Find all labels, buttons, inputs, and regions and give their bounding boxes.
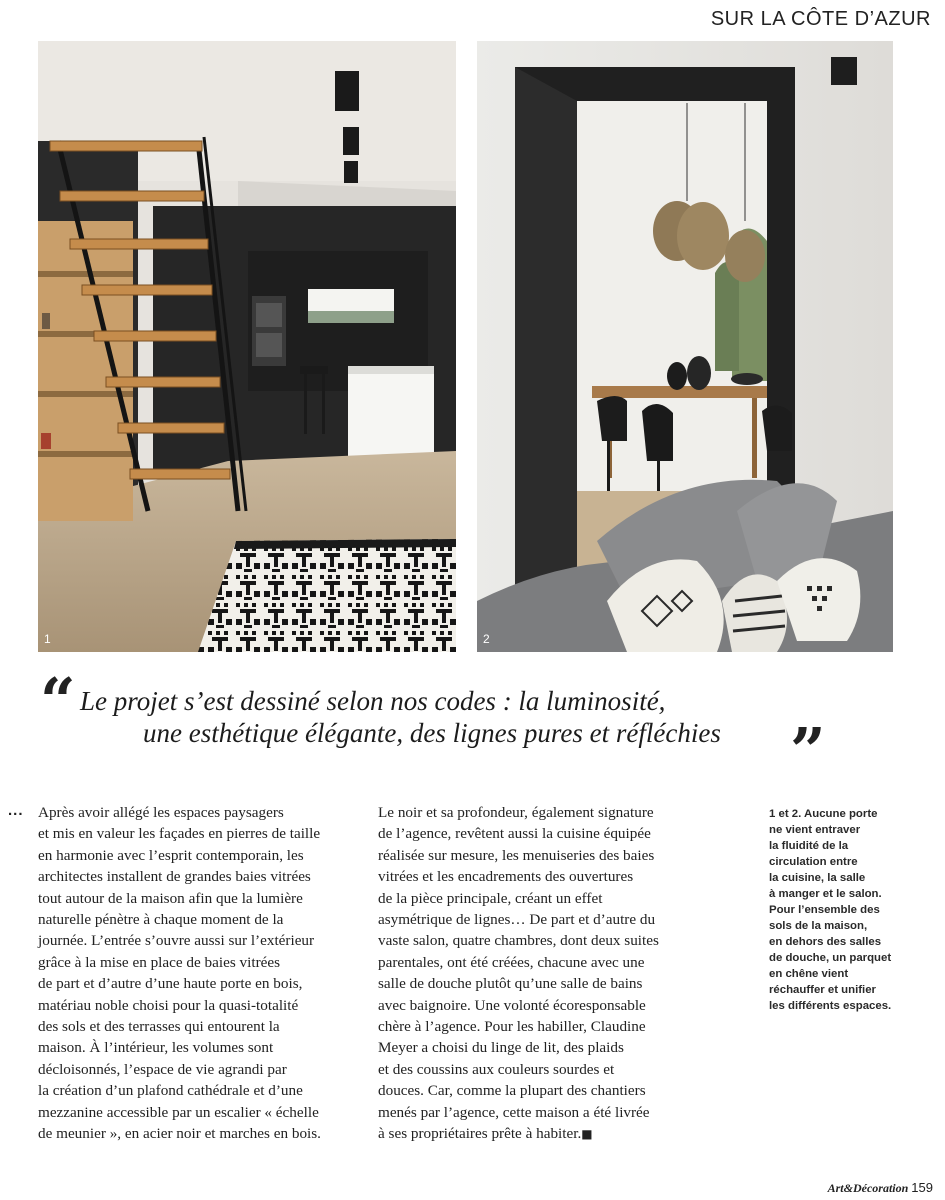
caption-line: sols de la maison, bbox=[769, 920, 868, 932]
caption-line: à manger et le salon. bbox=[769, 888, 882, 900]
photo-caption bbox=[769, 806, 929, 1014]
page-number: 159 bbox=[911, 1180, 933, 1195]
body-line: de part et d’autre d’une haute porte en bois, bbox=[38, 975, 303, 993]
body-line: Le noir et sa profondeur, également signature bbox=[378, 804, 654, 821]
photo-number: 2 bbox=[483, 632, 490, 646]
photo-staircase-kitchen bbox=[38, 41, 456, 652]
body-line: salle de douche plutôt qu’une salle de bains bbox=[378, 975, 643, 993]
body-line: réalisée sur mesure, les menuiseries des baies bbox=[378, 846, 655, 864]
quote-line: une esthétique élégante, des lignes pures et réfléchies bbox=[143, 718, 721, 748]
caption-line: réchauffer et unifier bbox=[769, 984, 876, 996]
caption-line: les différents espaces. bbox=[769, 1000, 892, 1012]
open-quote-mark: “ bbox=[40, 664, 76, 737]
caption-line: la cuisine, la salle bbox=[769, 872, 866, 884]
body-line: vaste salon, quatre chambres, dont deux suites bbox=[378, 932, 659, 950]
body-line: avec baignoire. Une volonté écoresponsable bbox=[378, 996, 646, 1014]
caption-line: circulation entre bbox=[769, 856, 858, 868]
body-line: Après avoir allégé les espaces paysagers bbox=[38, 804, 284, 821]
body-line: et mis en valeur les façades en pierres de taille bbox=[38, 825, 321, 843]
body-line: matériau noble choisi pour la quasi-totalité bbox=[38, 996, 299, 1014]
body-line: des sols et des terrasses qui entourent la bbox=[38, 1018, 280, 1036]
caption-line: ne vient entraver bbox=[769, 824, 861, 836]
quote-line: Le projet s’est dessiné selon nos codes : la luminosité, bbox=[80, 686, 666, 716]
body-line: douces. Car, comme la plupart des chantiers bbox=[378, 1082, 646, 1100]
body-line: de la pièce principale, créant un effet bbox=[378, 889, 603, 907]
body-line: vitrées et les encadrements des ouvertures bbox=[378, 868, 634, 886]
caption-line: de douche, un parquet bbox=[769, 952, 892, 964]
section-title: SUR LA CÔTE D’AZUR bbox=[710, 8, 931, 30]
body-line-last bbox=[378, 1123, 708, 1145]
body-line: de meunier », en acier noir et marches en bois. bbox=[38, 1125, 321, 1143]
page-footer bbox=[828, 1180, 933, 1196]
close-quote-mark: ” bbox=[790, 714, 826, 787]
body-line: asymétrique de lignes… De part et d’autre du bbox=[378, 911, 656, 929]
body-line: naturelle pénètre à chaque moment de la bbox=[38, 911, 284, 929]
continuation-mark: ... bbox=[8, 802, 24, 819]
caption-line: en chêne vient bbox=[769, 968, 849, 980]
body-column-1 bbox=[38, 802, 368, 1145]
body-line: chère à l’agence. Pour les habiller, Claudine bbox=[378, 1018, 646, 1036]
pull-quote bbox=[40, 664, 900, 787]
body-line: tout autour de la maison afin que la lumière bbox=[38, 889, 303, 907]
body-line: mezzanine accessible par un escalier « échelle bbox=[38, 1103, 319, 1121]
body-line: la création d’un plafond cathédrale et d’une bbox=[38, 1082, 303, 1100]
body-line: grâce à la mise en place de baies vitrées bbox=[38, 953, 281, 971]
caption-line: en dehors des salles bbox=[769, 936, 882, 948]
body-line-text: à ses propriétaires prête à habiter. bbox=[378, 1125, 582, 1143]
photo-number: 1 bbox=[44, 632, 51, 646]
body-line: décloisonnés, l’espace de vie agrandi par bbox=[38, 1060, 287, 1078]
body-line: journée. L’entrée s’ouvre aussi sur l’extérieur bbox=[38, 932, 315, 950]
end-of-article-mark: ■ bbox=[581, 1127, 593, 1142]
body-line: maison. À l’intérieur, les volumes sont bbox=[38, 1039, 274, 1057]
body-line: Meyer a choisi du linge de lit, des plaids bbox=[378, 1039, 624, 1057]
caption-line: Pour l’ensemble des bbox=[769, 904, 880, 916]
body-line: et des coussins aux couleurs sourdes et bbox=[378, 1060, 615, 1078]
caption-line: la fluidité de la bbox=[769, 840, 849, 852]
body-line: parentales, ont été créées, chacune avec une bbox=[378, 953, 645, 971]
body-column-2 bbox=[378, 802, 708, 1146]
body-line: menés par l’agence, cette maison a été livrée bbox=[378, 1103, 650, 1121]
photo-dining-salon bbox=[477, 41, 893, 652]
magazine-name: Art&Décoration bbox=[827, 1181, 909, 1195]
body-line: en harmonie avec l’esprit contemporain, les bbox=[38, 846, 304, 864]
body-line: architectes installent de grandes baies vitrées bbox=[38, 868, 311, 886]
body-line: de l’agence, revêtent aussi la cuisine équipée bbox=[378, 825, 651, 843]
caption-line: 1 et 2. Aucune porte bbox=[769, 808, 878, 820]
